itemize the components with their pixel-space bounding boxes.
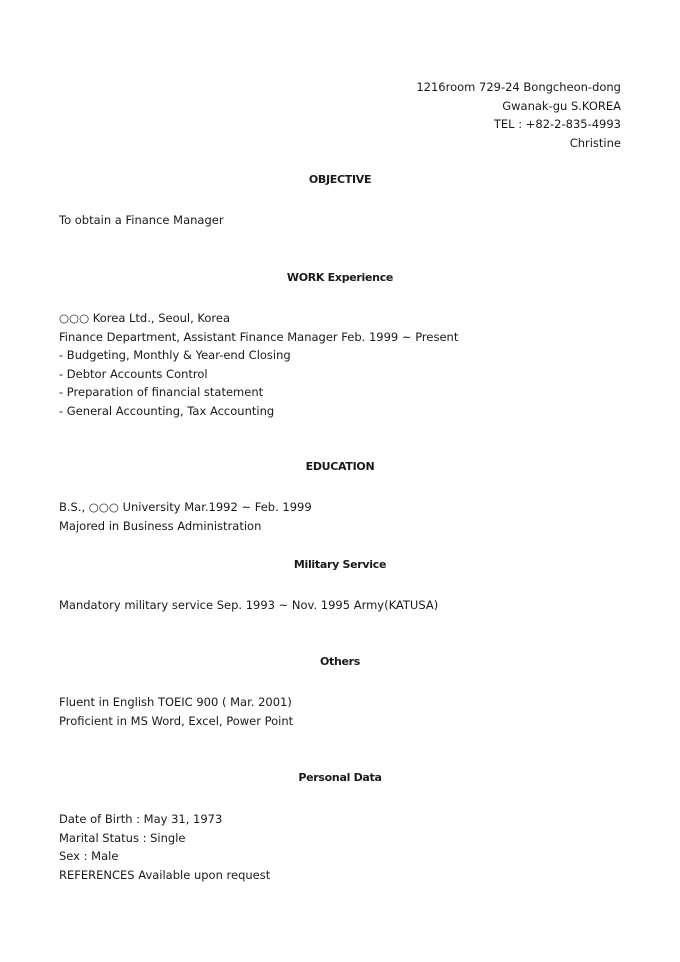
- work-heading: WORK Experience: [286, 271, 394, 284]
- work-duty: - Budgeting, Monthly & Year-end Closing: [59, 348, 291, 362]
- education-heading: EDUCATION: [305, 460, 375, 473]
- applicant-name: Christine: [569, 135, 621, 150]
- personal-birth: Date of Birth : May 31, 1973: [59, 812, 223, 826]
- objective-text: To obtain a Finance Manager: [59, 213, 224, 227]
- contact-block: [416, 78, 621, 152]
- work-company: ○○○ Korea Ltd., Seoul, Korea: [59, 311, 231, 325]
- work-position: Finance Department, Assistant Finance Manager Feb. 1999 ~ Present: [59, 329, 459, 344]
- work-duty: - Preparation of financial statement: [59, 385, 264, 399]
- work-duty: - Debtor Accounts Control: [59, 366, 208, 381]
- others-heading: Others: [319, 655, 361, 668]
- others-language: Fluent in English TOEIC 900 ( Mar. 2001): [59, 695, 292, 709]
- objective-heading: OBJECTIVE: [308, 173, 372, 186]
- education-degree: B.S., ○○○ University Mar.1992 ~ Feb. 1999: [59, 500, 312, 514]
- others-section: [59, 693, 293, 730]
- education-section: [59, 498, 312, 535]
- personal-references: REFERENCES Available upon request: [59, 867, 271, 882]
- address-line-1: 1216room 729-24 Bongcheon-dong: [416, 80, 621, 94]
- personal-section: [59, 810, 270, 884]
- others-software: Proficient in MS Word, Excel, Power Point: [59, 713, 294, 728]
- personal-heading: Personal Data: [298, 771, 382, 784]
- address-line-2: Gwanak-gu S.KOREA: [502, 98, 621, 113]
- personal-sex: Sex : Male: [59, 849, 119, 863]
- military-heading: Military Service: [293, 558, 387, 571]
- work-section: [59, 309, 458, 420]
- education-major: Majored in Business Administration: [59, 518, 262, 533]
- military-text: Mandatory military service Sep. 1993 ~ Nov. 1995 Army(KATUSA): [59, 598, 439, 612]
- work-duty: - General Accounting, Tax Accounting: [59, 403, 275, 418]
- personal-marital: Marital Status : Single: [59, 830, 186, 845]
- objective-section: [59, 211, 224, 230]
- military-section: [59, 596, 438, 615]
- telephone: TEL : +82-2-835-4993: [493, 117, 621, 131]
